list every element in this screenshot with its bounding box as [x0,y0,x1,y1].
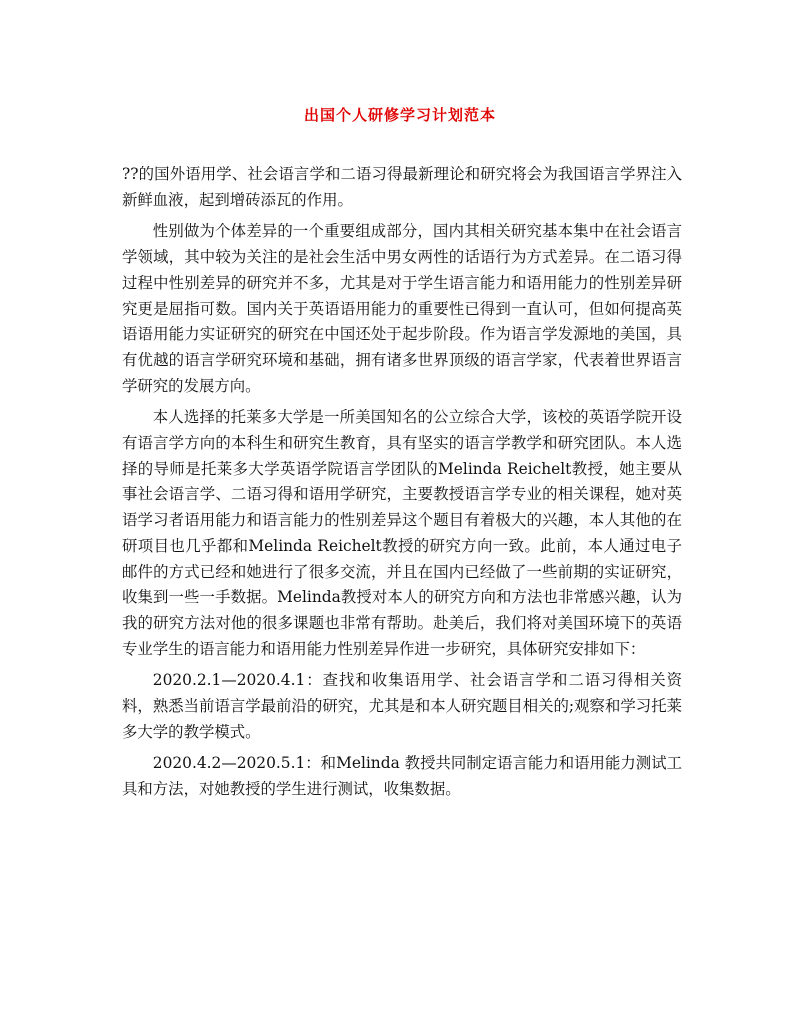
document-title: 出国个人研修学习计划范本 [303,106,496,124]
paragraph-5: 2020.4.2—2020.5.1：和Melinda 教授共同制定语言能力和语用能力测试工具和方法，对她教授的学生进行测试，收集数据。 [122,754,682,799]
paragraph-4: 2020.2.1—2020.4.1：查找和收集语用学、社会语言学和二语习得相关资料，熟悉当前语言学最前沿的研究，尤其是和本人研究题目相关的;观察和学习托莱多大学的教学模式。 [122,671,682,741]
paragraph-3: 本人选择的托莱多大学是一所美国知名的公立综合大学，该校的英语学院开设有语言学方向的本科生和研究生教育，具有坚实的语言学教学和研究团队。本人选择的导师是托莱多大学英语学院语言学团队的Melinda Reichelt教授，她主要从事社会语言学、二语习得和语用学研究，主要教授语言学专业的相关课程，她对英语学习者语用能力和语言能力的性别差异这个题目有着极大的兴趣，本人其他的在研项目也几乎都和Melinda Reichelt教授的研究方向一致。此前，本人通过电子邮件的方式已经和她进行了很多交流，并且在国内已经做了一些前期的实证研究，收集到一些一手数据。Melinda教授对本人的研究方向和方法也非常感兴趣，认为我的研究方法对他的很多课题也非常有帮助。赴美后，我们将对美国环境下的英语专业学生的语言能力和语用能力性别差异作进一步研究，具体研究安排如下： [122,408,682,658]
paragraph-1: ??的国外语用学、社会语言学和二语习得最新理论和研究将会为我国语言学界注入新鲜血液，起到增砖添瓦的作用。 [122,165,682,209]
document-body [122,162,682,809]
paragraph-2: 性别做为个体差异的一个重要组成部分，国内其相关研究基本集中在社会语言学领域，其中较为关注的是社会生活中男女两性的话语行为方式差异。在二语习得过程中性别差异的研究并不多，尤其是对于学生语言能力和语用能力的性别差异研究更是屈指可数。国内关于英语语用能力的重要性已得到一直认可，但如何提高英语语用能力实证研究的研究在中国还处于起步阶段。作为语言学发源地的美国，具有优越的语言学研究环境和基础，拥有诸多世界顶级的语言学家，代表着世界语言学研究的发展方向。 [122,222,682,395]
